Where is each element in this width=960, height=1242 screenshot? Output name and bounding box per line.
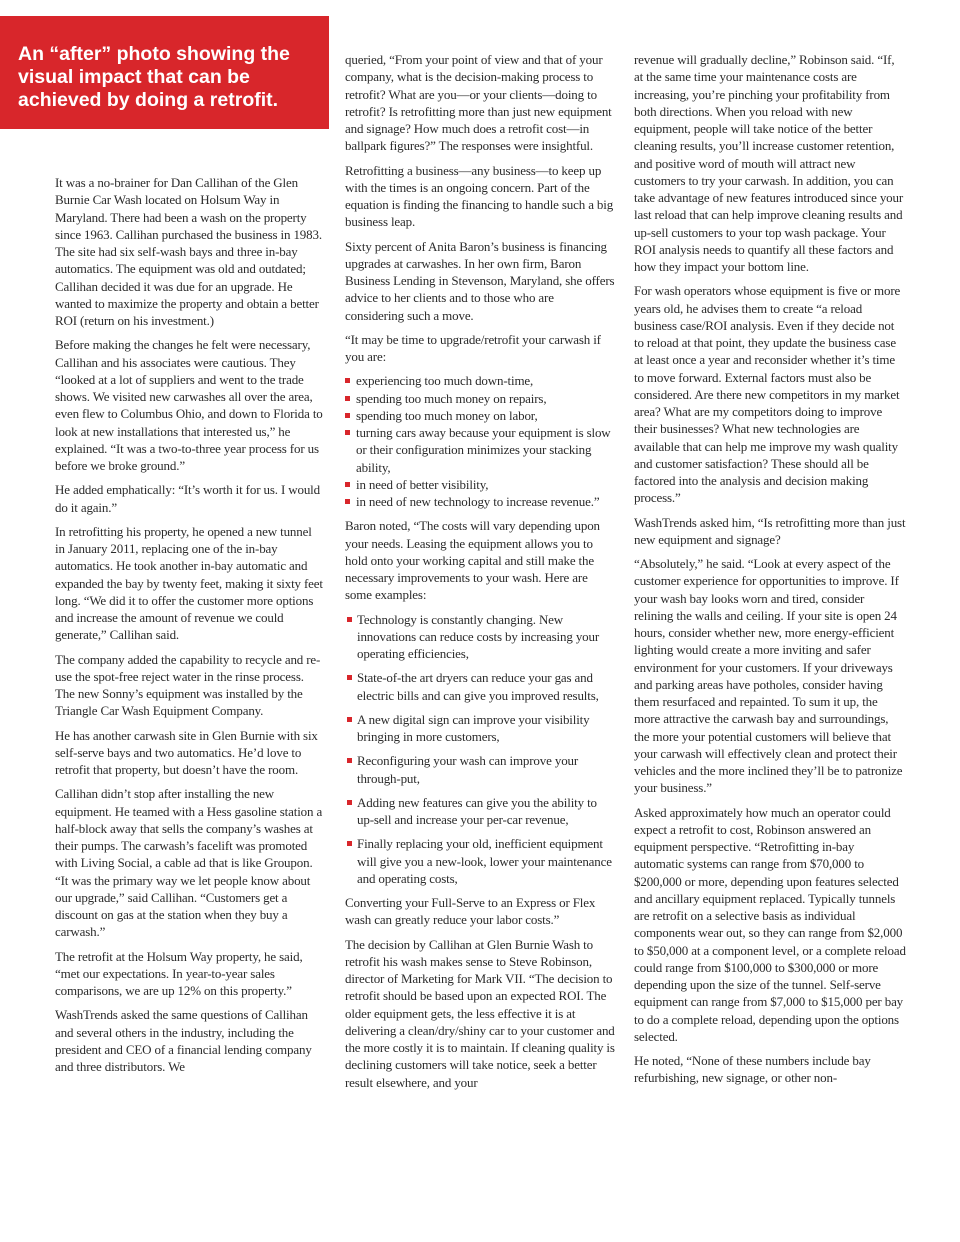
- list-item: in need of better visibility,: [345, 476, 615, 493]
- list-item: in need of new technology to increase revenue.”: [345, 493, 615, 510]
- paragraph: In retrofitting his property, he opened a new tunnel in January 2011, replacing one of the in-bay automatics. He took another in-bay automatic and expanded the bay by twenty feet, making it sixty feet long. “We did it to offer the customer more options and increase the amount of revenue we could generate,” Callihan said.: [55, 523, 323, 643]
- paragraph: The company added the capability to recycle and re-use the spot-free reject water in the rinse process. The new Sonny’s equipment was installed by the Triangle Car Wash Equipment Company.: [55, 651, 321, 719]
- paragraph: Baron noted, “The costs will vary depending upon your needs. Leasing the equipment allows you to hold onto your working capital and still make the necessary improvements to your wash. Here are some examples:: [345, 518, 600, 603]
- paragraph: Converting your Full-Serve to an Express or Flex wash can greatly reduce your labor costs.”: [345, 895, 596, 928]
- photo-caption: An “after” photo showing the visual impact that can be achieved by doing a retrofit.: [0, 16, 329, 129]
- paragraph: For wash operators whose equipment is five or more years old, he advises them to create “a reload business case/ROI analysis. Even if they decide not to reload at that point, they update the business case at least once a year and reconsider whether it’s time to move forward. External factors must also be considered. Are there new competitors in my market area? What are my competitors doing to improve their businesses? What new technologies are available that can help me improve my wash quality and customer satisfaction? These should all be factored into the analysis and decision making process.”: [634, 283, 901, 506]
- paragraph: He noted, “None of these numbers include bay refurbishing, new signage, or other non-: [634, 1053, 871, 1086]
- paragraph: Before making the changes he felt were necessary, Callihan and his associates were cautious. They “looked at a lot of suppliers and went to the trade shows. We visited new carwashes all over the area, even flew to Columbus Ohio, and down to Florida to look at new installations that interested us,” he explained. “It was a two-to-three year process for us before we broke ground.”: [55, 337, 323, 473]
- list-item: turning cars away because your equipment is slow or their configuration minimizes your stacking ability,: [345, 424, 615, 476]
- paragraph: “Absolutely,” he said. “Look at every aspect of the customer experience for opportunities to improve. If your wash bay looks worn and tired, consider relining the walls and ceiling. If your site is open 24 hours, consider whether new, more energy-efficient lighting would create a more inviting and safer environment for your customers. If your driveways and parking areas have potholes, consider having them resurfaced and repainted. To sum it up, the more attractive the carwash bay and surroundings, the more your potential customers will believe that your carwash will effectively clean and protect their vehicles and the more inclined they’ll be to patronize your business.”: [634, 556, 903, 796]
- list-item: Adding new features can give you the ability to up-sell and increase your per-car revenue,: [345, 794, 615, 829]
- paragraph: It was a no-brainer for Dan Callihan of the Glen Burnie Car Wash located on Holsum Way in Maryland. There had been a wash on the property since 1963. Callihan purchased the business in 1983. The site had six self-wash bays and three in-bay automatics. The equipment was old and outdated; Callihan decided it was due for an upgrade. He wanted to maximize the property and obtain a better ROI (return on his investment.): [55, 175, 322, 328]
- paragraph: Asked approximately how much an operator could expect a retrofit to cost, Robinson answered an equipment perspective. “Retrofitting in-bay automatic systems can range from $70,000 to $200,000 or more, depending upon features selected and ancillary equipment replaced. Typically tunnels are retrofit on a selective basis as individual components wear out, so they can range from $2,000 to $50,000 at a component level, or a complete reload could range from $100,000 to $300,000 or more depending upon the size of the tunnel. Self-serve equipment can range from $7,000 to $15,000 per bay to do a complete reload, depending upon the options selected.: [634, 804, 906, 1044]
- paragraph: revenue will gradually decline,” Robinson said. “If, at the same time your maintenance costs are increasing, you’re pinching your profitability from both directions. When you reload with new equipment, people will take notice of the better cleaning results, you’ll increase customer retention, and positive word of mouth will attract new customers to try your carwash. In addition, you can take advantage of new features introduced since your last reload that can help improve cleaning results and up-sell customers to your top wash package. Your ROI analysis needs to quantify all these factors and how they impact your bottom line.: [634, 52, 904, 274]
- paragraph: Sixty percent of Anita Baron’s business is financing upgrades at carwashes. In her own firm, Baron Business Lending in Stevenson, Maryland, she offers advice to her clients and to those who are considering such a move.: [345, 238, 615, 323]
- paragraph: The decision by Callihan at Glen Burnie Wash to retrofit his wash makes sense to Steve Robinson, director of Marketing for Mark VII. “The decision to retrofit should be based upon an expected ROI. The older equipment gets, the less effective it is at delivering a clean/dry/shiny car to your customer and the more costly it is to maintain. If cleaning quality is declining customers will take notice, seek a better result elsewhere, and your: [345, 936, 615, 1090]
- list-item: Finally replacing your old, inefficient equipment will give you a new-look, lower your maintenance and operating costs,: [345, 835, 615, 887]
- column-1: [55, 174, 323, 1082]
- list-item: experiencing too much down-time,: [345, 372, 615, 389]
- paragraph: WashTrends asked him, “Is retrofitting more than just new equipment and signage?: [634, 514, 906, 547]
- column-2: [345, 51, 615, 1098]
- list-item: Technology is constantly changing. New innovations can reduce costs by increasing your operating efficiencies,: [345, 611, 615, 663]
- paragraph: Retrofitting a business—any business—to keep up with the times is an ongoing concern. Part of the equation is finding the financing to handle such a big business leap.: [345, 162, 614, 230]
- list-item: State-of-the art dryers can reduce your gas and electric bills and can give you improved results,: [345, 669, 615, 704]
- examples-list: [345, 611, 615, 888]
- paragraph: WashTrends asked the same questions of Callihan and several others in the industry, including the president and CEO of a financial lending company and three distributors. We: [55, 1007, 312, 1074]
- list-item: spending too much money on repairs,: [345, 390, 615, 407]
- list-item: spending too much money on labor,: [345, 407, 615, 424]
- list-item: Reconfiguring your wash can improve your through-put,: [345, 752, 615, 787]
- paragraph: He added emphatically: “It’s worth it for us. I would do it again.”: [55, 482, 320, 515]
- warning-signs-list: [345, 372, 615, 510]
- paragraph: Callihan didn’t stop after installing the new equipment. He teamed with a Hess gasoline station a half-block away that sells the company’s washes at their pumps. The carwash’s facelift was promoted with Living Social, a cable ad that is like Groupon. “It was the primary way we let people know about our upgrade,” said Callihan. “Customers get a discount on gas at the station when they buy a carwash.”: [55, 786, 323, 940]
- paragraph: The retrofit at the Holsum Way property, he said, “met our expectations. In year-to-year sales comparisons, we are up 12% on this property.”: [55, 948, 303, 998]
- paragraph: He has another carwash site in Glen Burnie with six self-serve bays and two automatics. He’d love to retrofit that property, but doesn’t have the room.: [55, 727, 318, 777]
- list-item: A new digital sign can improve your visibility bringing in more customers,: [345, 711, 615, 746]
- paragraph: “It may be time to upgrade/retrofit your carwash if you are:: [345, 331, 601, 364]
- column-3: [634, 51, 906, 1094]
- paragraph: queried, “From your point of view and that of your company, what is the decision-making process to retrofit? What are you—or your clients—doing to retrofit? Is retrofitting more than just new equipment and signage? How much does a retrofit cost—in ballpark figures?” The responses were insightful.: [345, 52, 612, 154]
